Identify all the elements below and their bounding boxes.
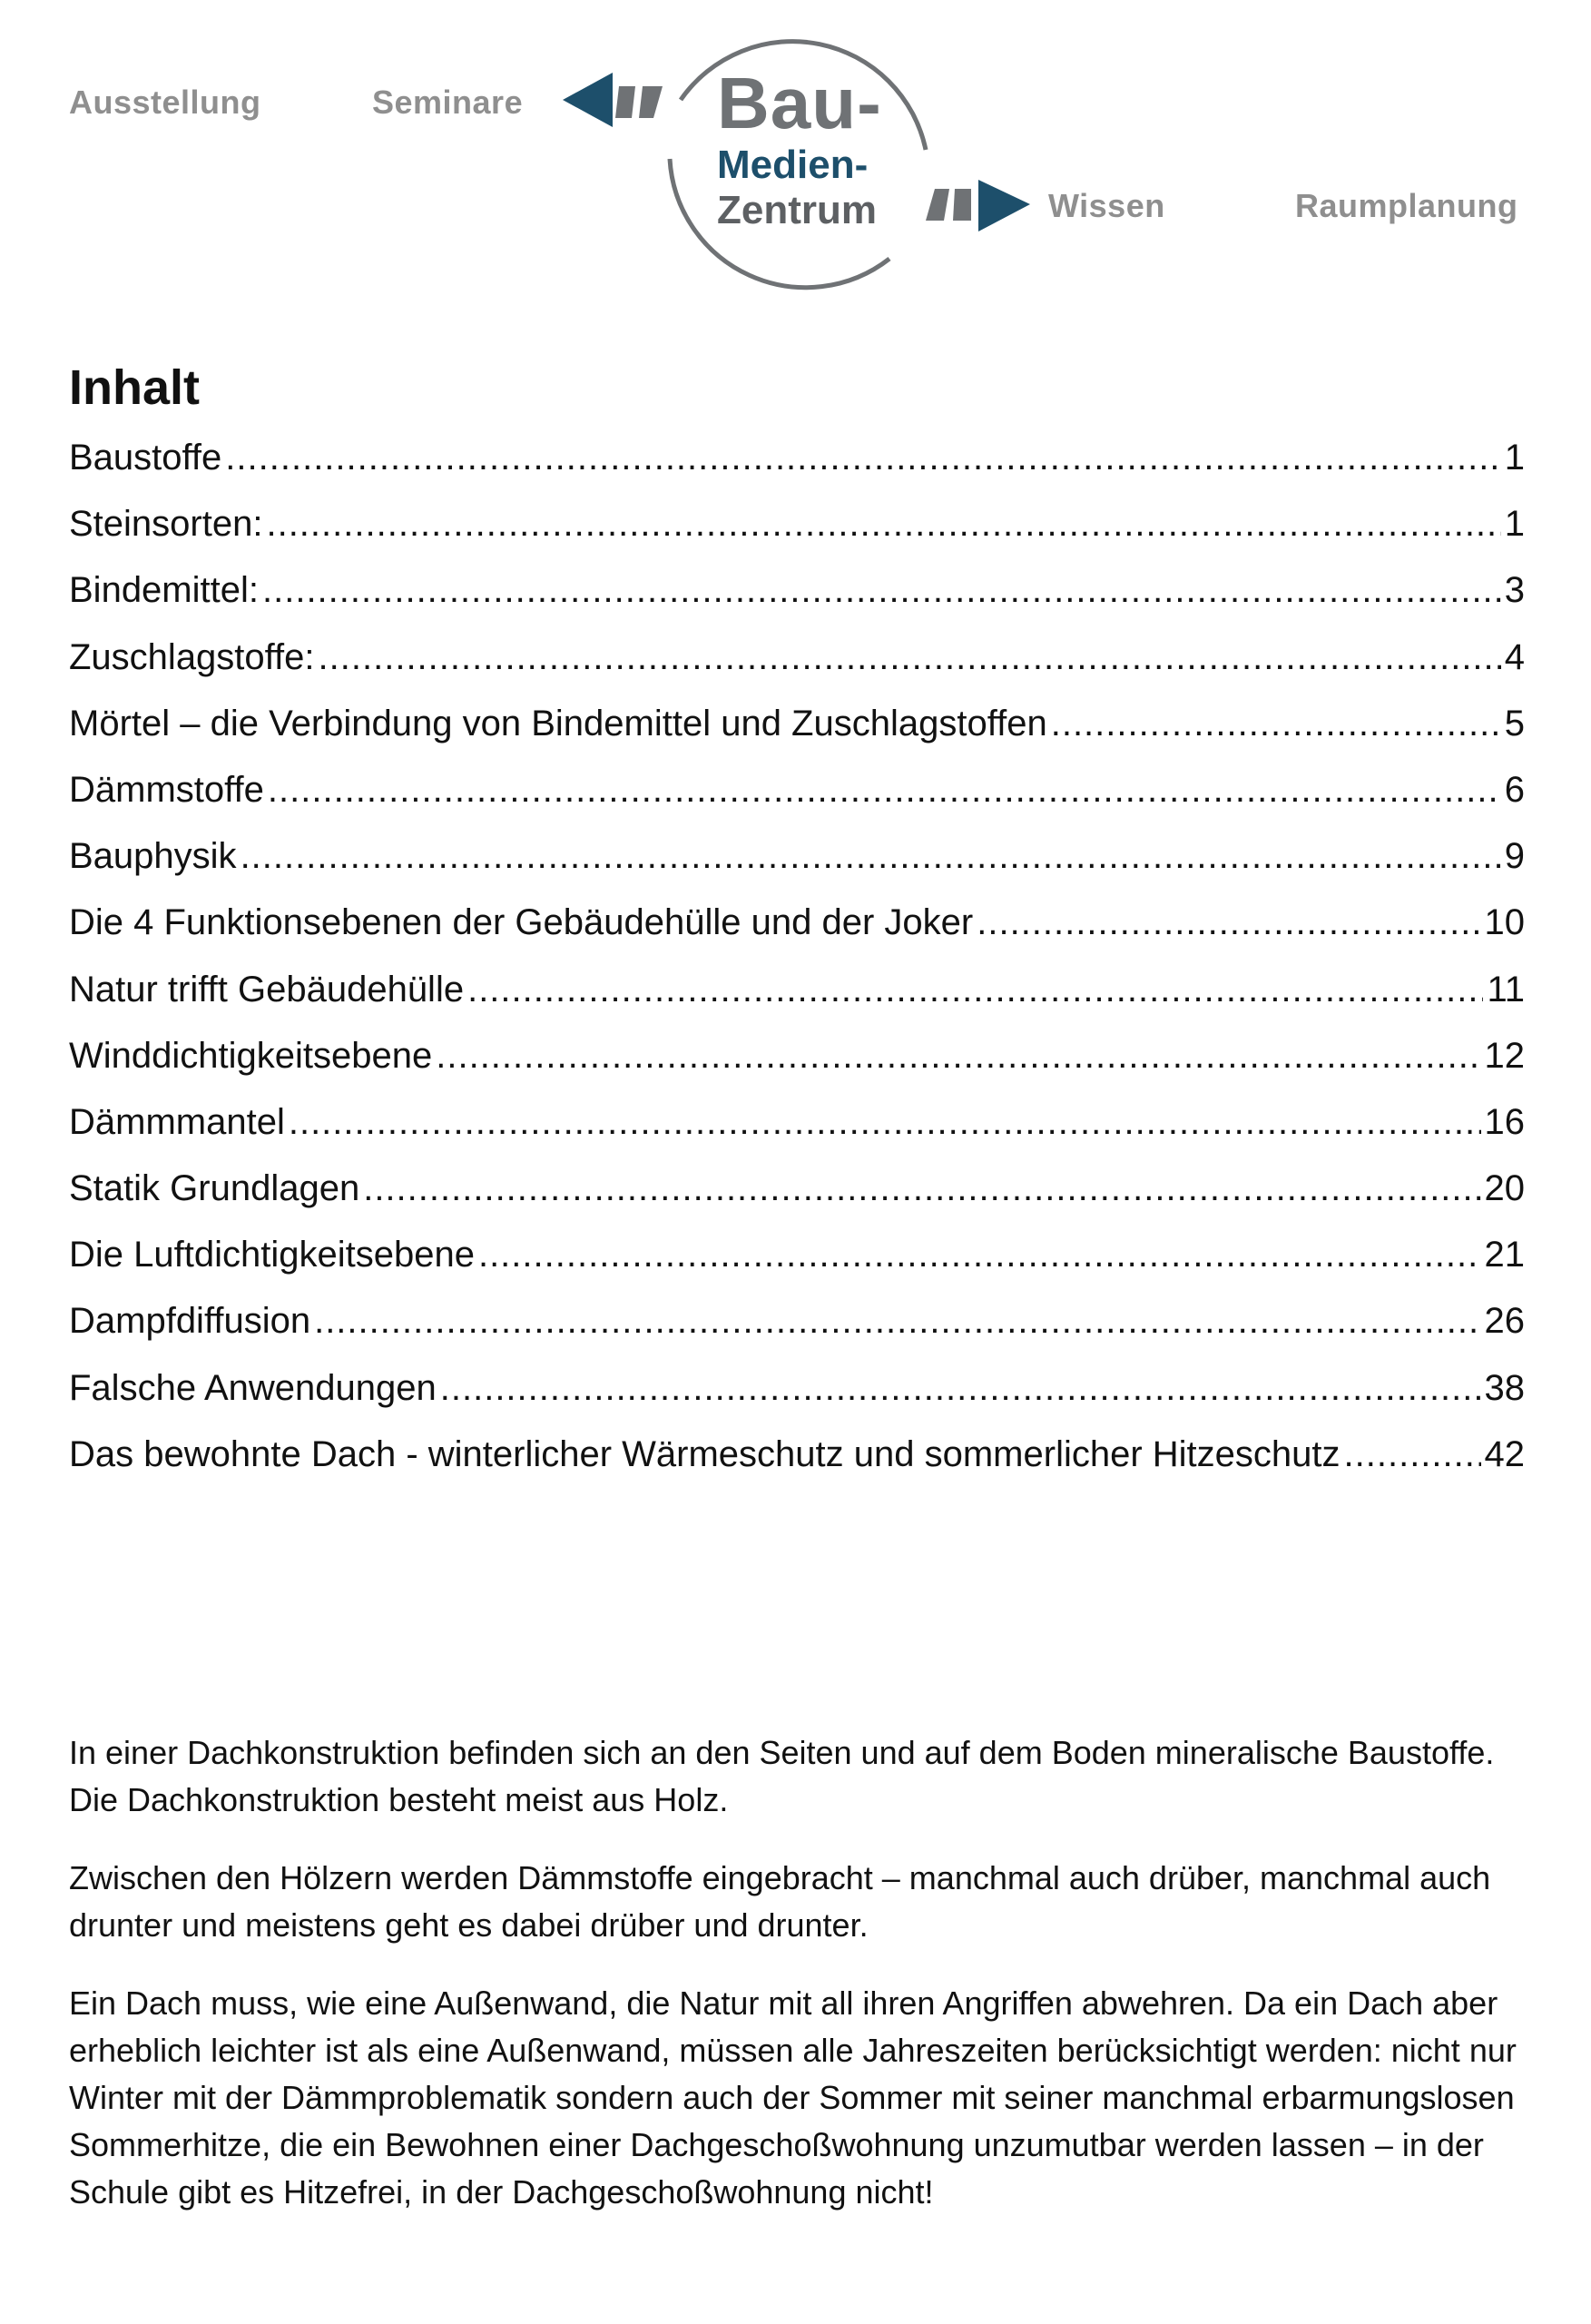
toc-entry[interactable] bbox=[69, 1233, 1525, 1299]
toc-entry-label: Bindemittel: bbox=[69, 570, 259, 611]
toc-dot-leader bbox=[225, 436, 1500, 479]
toc-entry-page: 11 bbox=[1487, 969, 1525, 1009]
nav-link-raumplanung[interactable]: Raumplanung bbox=[1295, 187, 1518, 224]
paragraph: Zwischen den Hölzern werden Dämmstoffe eingebracht – manchmal auch drüber, manchmal auch drunter und meistens geht es dabei drüber und drunter. bbox=[69, 1859, 1491, 1944]
toc-dot-leader bbox=[436, 1034, 1480, 1078]
toc-dot-leader bbox=[1344, 1433, 1481, 1476]
toc-dot-leader bbox=[268, 768, 1501, 812]
logo-right-bar-2-icon bbox=[953, 189, 971, 221]
toc-entry[interactable] bbox=[69, 1034, 1525, 1100]
toc-entry-label: Dämmstoffe bbox=[69, 769, 264, 810]
logo-left-bar-2-icon bbox=[639, 86, 663, 118]
toc-title: Inhalt bbox=[69, 360, 200, 416]
toc-entry-label: Das bewohnte Dach - winterlicher Wärmeschutz und sommerlicher Hitzeschutz bbox=[69, 1433, 1341, 1474]
toc-entry-page: 3 bbox=[1504, 570, 1525, 611]
toc-entry[interactable] bbox=[69, 635, 1525, 702]
toc-dot-leader bbox=[467, 968, 1483, 1011]
nav-link-wissen[interactable]: Wissen bbox=[1048, 187, 1165, 224]
toc-entry[interactable] bbox=[69, 901, 1525, 967]
nav-link-seminare[interactable]: Seminare bbox=[372, 84, 524, 121]
toc-dot-leader bbox=[478, 1233, 1481, 1276]
toc-entry[interactable] bbox=[69, 834, 1525, 901]
toc-dot-leader bbox=[289, 1100, 1481, 1144]
toc-entry-label: Zuschlagstoffe: bbox=[69, 636, 315, 677]
toc-entry-label: Mörtel – die Verbindung von Bindemittel und Zuschlagstoffen bbox=[69, 703, 1047, 743]
toc-entry[interactable] bbox=[69, 502, 1525, 568]
toc-dot-leader bbox=[262, 568, 1501, 612]
toc-entry-page: 20 bbox=[1484, 1168, 1525, 1209]
toc-entry-page: 38 bbox=[1484, 1367, 1525, 1408]
toc-entry[interactable] bbox=[69, 436, 1525, 502]
paragraph: Ein Dach muss, wie eine Außenwand, die Natur mit all ihren Angriffen abwehren. Da ein Dach aber erheblich leichter ist als eine Außenwand, müssen alle Jahreszeiten berücksichtigt werden: nicht nur Winter mit der Dämmproblematik sondern auch der Sommer mit seiner manchmal erbarmungslosen Sommerhitze, die ein Bewohnen einer Dachgeschoßwohnung unzumutbar werden lassen – in der Schule gibt es Hitzefrei, in der Dachgeschoßwohnung nicht! bbox=[69, 1984, 1517, 2211]
logo-left-bar-1-icon bbox=[615, 86, 635, 118]
toc-dot-leader bbox=[314, 1299, 1480, 1343]
toc-entry[interactable] bbox=[69, 702, 1525, 768]
intro-text bbox=[69, 1729, 1539, 2247]
paragraph: In einer Dachkonstruktion befinden sich an den Seiten und auf dem Boden mineralische Baustoffe. Die Dachkonstruktion besteht meist aus Holz. bbox=[69, 1734, 1495, 1818]
toc-entry-label: Statik Grundlagen bbox=[69, 1168, 360, 1209]
toc-entry-label: Bauphysik bbox=[69, 836, 237, 877]
toc-entry[interactable] bbox=[69, 1167, 1525, 1233]
toc-entry[interactable] bbox=[69, 1366, 1525, 1433]
toc-entry-page: 5 bbox=[1504, 703, 1525, 743]
toc-entry-label: Dämmmantel bbox=[69, 1101, 285, 1142]
logo-left-arrow-icon bbox=[563, 73, 613, 127]
table-of-contents bbox=[69, 436, 1525, 1499]
toc-entry-page: 21 bbox=[1484, 1235, 1525, 1275]
toc-entry-page: 9 bbox=[1504, 836, 1525, 877]
toc-entry-page: 6 bbox=[1504, 769, 1525, 810]
toc-dot-leader bbox=[977, 901, 1480, 944]
nav-link-ausstellung[interactable]: Ausstellung bbox=[69, 84, 261, 121]
toc-entry-label: Die Luftdichtigkeitsebene bbox=[69, 1235, 475, 1275]
toc-dot-leader bbox=[241, 834, 1501, 878]
logo-text-bau: Bau- bbox=[717, 63, 882, 143]
toc-entry-page: 12 bbox=[1484, 1035, 1525, 1076]
logo-right-bar-1-icon bbox=[926, 189, 949, 221]
toc-entry-label: Natur trifft Gebäudehülle bbox=[69, 969, 465, 1009]
toc-entry-label: Winddichtigkeitsebene bbox=[69, 1035, 433, 1076]
toc-entry-page: 16 bbox=[1484, 1101, 1525, 1142]
toc-entry-page: 4 bbox=[1504, 636, 1525, 677]
toc-entry[interactable] bbox=[69, 1433, 1525, 1499]
toc-entry-page: 42 bbox=[1484, 1433, 1525, 1474]
logo-right-arrow-icon bbox=[978, 180, 1030, 231]
toc-dot-leader bbox=[440, 1366, 1481, 1410]
logo-text-medien: Medien- bbox=[717, 143, 869, 187]
toc-entry-label: Steinsorten: bbox=[69, 504, 263, 545]
toc-dot-leader bbox=[1051, 702, 1501, 745]
toc-entry-label: Die 4 Funktionsebenen der Gebäudehülle und der Joker bbox=[69, 902, 974, 943]
toc-entry-label: Baustoffe bbox=[69, 438, 222, 478]
toc-entry[interactable] bbox=[69, 1299, 1525, 1365]
toc-entry-label: Dampfdiffusion bbox=[69, 1301, 311, 1342]
toc-entry-page: 1 bbox=[1504, 438, 1525, 478]
toc-entry[interactable] bbox=[69, 1100, 1525, 1167]
toc-entry[interactable] bbox=[69, 568, 1525, 635]
toc-entry-page: 10 bbox=[1484, 902, 1525, 943]
toc-entry-page: 1 bbox=[1504, 504, 1525, 545]
toc-entry[interactable] bbox=[69, 768, 1525, 834]
logo-text-zentrum: Zentrum bbox=[717, 188, 877, 232]
toc-dot-leader bbox=[363, 1167, 1480, 1210]
toc-entry[interactable] bbox=[69, 968, 1525, 1034]
page-header bbox=[0, 0, 1591, 300]
toc-entry-label: Falsche Anwendungen bbox=[69, 1367, 437, 1408]
toc-entry-page: 26 bbox=[1484, 1301, 1525, 1342]
toc-dot-leader bbox=[319, 635, 1501, 679]
toc-dot-leader bbox=[266, 502, 1500, 546]
